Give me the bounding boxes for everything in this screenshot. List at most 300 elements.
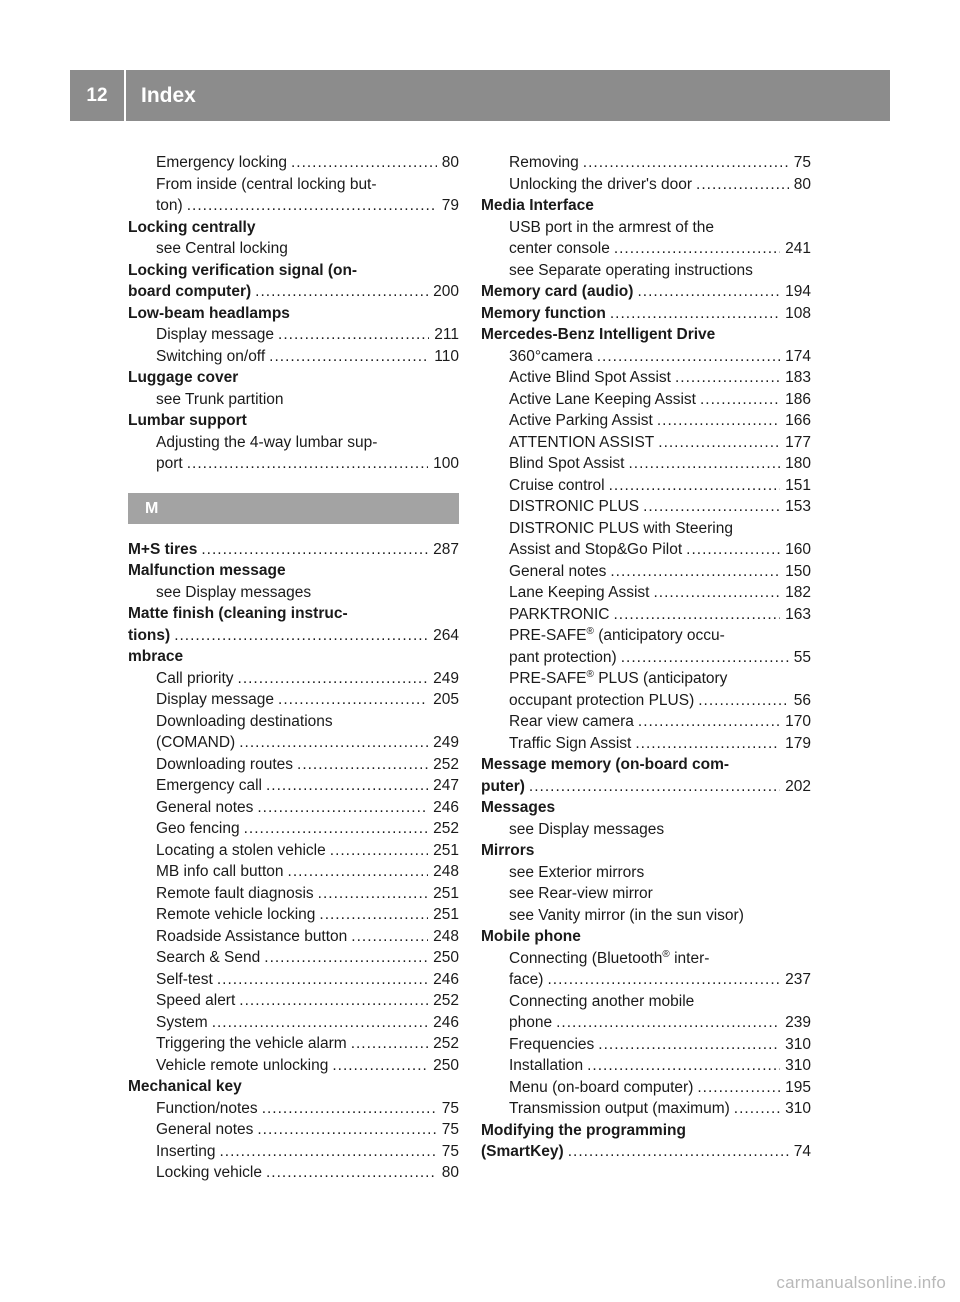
- entry-text: Memory card (audio): [481, 283, 634, 300]
- entry-text: see Rear-view mirror: [509, 885, 653, 902]
- entry-text-part: PLUS (anticipatory: [593, 670, 728, 687]
- page-reference: 251: [433, 841, 459, 859]
- dot-leader: [675, 367, 780, 389]
- entry-text: Switching on/off: [156, 347, 266, 365]
- page-reference: 183: [785, 369, 811, 386]
- entry-text: Display message: [156, 691, 275, 708]
- index-subentry: [128, 926, 459, 948]
- index-subentry: [128, 582, 459, 604]
- entry-text: Locking vehicle: [156, 1164, 262, 1181]
- registered-mark: ®: [662, 948, 670, 960]
- index-subentry: [481, 1055, 811, 1077]
- index-entry: [128, 410, 459, 432]
- entry-text: Mechanical key: [128, 1078, 242, 1095]
- entry-text: Remote fault diagnosis: [156, 884, 314, 902]
- index-subentry: [481, 1012, 811, 1034]
- page-reference: 160: [785, 541, 811, 558]
- entry-text: Memory function: [481, 304, 606, 322]
- index-subentry: [128, 324, 459, 346]
- entry-text: General notes: [156, 798, 254, 816]
- entry-text: Mercedes-Benz Intelligent Drive: [481, 326, 716, 343]
- page-reference: 195: [785, 1078, 811, 1096]
- page-reference: 250: [433, 949, 459, 966]
- dot-leader: [696, 174, 789, 196]
- page-reference: 205: [433, 691, 459, 708]
- entry-text: Frequencies: [509, 1035, 595, 1053]
- index-subentry: [481, 647, 811, 669]
- entry-text: Active Blind Spot Assist: [509, 369, 671, 386]
- dot-leader: [583, 152, 789, 174]
- page-reference: 310: [785, 1035, 811, 1053]
- dot-leader: [547, 969, 780, 991]
- page-reference: 252: [433, 992, 459, 1009]
- page-reference: 252: [433, 1035, 459, 1052]
- index-subentry: [128, 238, 459, 260]
- page-reference: 100: [433, 455, 459, 472]
- entry-text: Geo fencing: [156, 820, 240, 837]
- index-entry: [481, 1141, 811, 1163]
- index-subentry: [481, 432, 811, 454]
- dot-leader: [613, 604, 780, 626]
- index-subentry: [128, 1098, 459, 1120]
- dot-leader: [568, 1141, 789, 1163]
- index-entry: [128, 603, 459, 625]
- index-subentry: [481, 625, 811, 647]
- entry-text: face): [509, 971, 544, 988]
- entry-text: phone: [509, 1014, 553, 1031]
- entry-text: DISTRONIC PLUS: [509, 498, 640, 515]
- index-subentry: [128, 174, 459, 196]
- page-reference: 75: [793, 154, 811, 171]
- dot-leader: [174, 625, 428, 647]
- index-subentry: [128, 775, 459, 797]
- dot-leader: [609, 475, 781, 497]
- page-reference: 237: [785, 971, 811, 988]
- index-subentry: [481, 604, 811, 626]
- page-reference: 246: [433, 798, 459, 816]
- dot-leader: [351, 1033, 428, 1055]
- index-subentry: [128, 754, 459, 776]
- dot-leader: [255, 281, 428, 303]
- entry-text: Active Lane Keeping Assist: [509, 390, 696, 408]
- dot-leader: [686, 539, 780, 561]
- index-subentry: [128, 818, 459, 840]
- page-reference: 74: [793, 1143, 811, 1160]
- page-reference: 241: [785, 240, 811, 257]
- entry-text: General notes: [509, 562, 607, 580]
- index-entry: [128, 367, 459, 389]
- entry-text: Matte finish (cleaning instruc-: [128, 605, 348, 622]
- index-subentry: [481, 496, 811, 518]
- index-entry: [128, 303, 459, 325]
- dot-leader: [266, 775, 428, 797]
- dot-leader: [628, 453, 780, 475]
- dot-leader: [257, 797, 428, 819]
- entry-text: Malfunction message: [128, 562, 286, 579]
- page-reference: 110: [434, 347, 459, 365]
- entry-text: From inside (central locking but-: [156, 175, 377, 193]
- dot-leader: [587, 1055, 780, 1077]
- entry-text: Traffic Sign Assist: [509, 734, 632, 752]
- index-subentry: [481, 389, 811, 411]
- page-reference: 246: [433, 1013, 459, 1031]
- index-subentry: [481, 733, 811, 755]
- index-subentry: [128, 711, 459, 733]
- page-reference: 79: [441, 197, 459, 214]
- entry-text: Cruise control: [509, 476, 605, 494]
- entry-text: Downloading routes: [156, 755, 294, 773]
- index-entry: [481, 1120, 811, 1142]
- dot-leader: [332, 1055, 428, 1077]
- dot-leader: [734, 1098, 780, 1120]
- entry-text: PARKTRONIC: [509, 605, 610, 623]
- page-reference: 75: [441, 1099, 459, 1117]
- page-reference: 179: [785, 734, 811, 752]
- dot-leader: [288, 861, 429, 883]
- entry-text: Display message: [156, 326, 275, 343]
- entry-text: board computer): [128, 283, 252, 300]
- page-reference: 151: [785, 476, 811, 494]
- dot-leader: [269, 346, 429, 368]
- index-subentry: [128, 1162, 459, 1184]
- page-reference: 249: [433, 669, 459, 687]
- entry-text: Mirrors: [481, 842, 535, 859]
- page-title: Index: [141, 83, 196, 107]
- entry-text: see Vanity mirror (in the sun visor): [509, 906, 744, 924]
- index-subentry: [128, 969, 459, 991]
- dot-leader: [653, 582, 780, 604]
- index-subentry: [481, 238, 811, 260]
- index-subentry: [128, 346, 459, 368]
- page-reference: 310: [785, 1057, 811, 1074]
- page-reference: 150: [785, 562, 811, 580]
- page-reference: 75: [441, 1142, 459, 1160]
- entry-text: Vehicle remote unlocking: [156, 1056, 329, 1074]
- index-subentry: [128, 883, 459, 905]
- entry-text: see Display messages: [509, 820, 665, 838]
- entry-text: Modifying the programming: [481, 1121, 686, 1139]
- entry-text: Message memory (on-board com-: [481, 756, 730, 773]
- registered-mark: ®: [586, 668, 594, 680]
- dot-leader: [637, 281, 780, 303]
- entry-text-part: inter-: [669, 949, 710, 967]
- index-subentry: [481, 690, 811, 712]
- entry-text: ATTENTION ASSIST: [509, 433, 655, 451]
- entry-text-part: Connecting (Bluetooth: [509, 949, 663, 967]
- page-reference: 251: [433, 906, 459, 923]
- index-entry: [128, 646, 459, 668]
- entry-text: Lumbar support: [128, 412, 247, 429]
- index-subentry: [481, 346, 811, 368]
- entry-text: see Central locking: [156, 240, 288, 257]
- page-reference: 249: [433, 734, 459, 751]
- page-reference: 153: [785, 498, 811, 515]
- entry-text: (COMAND): [156, 734, 236, 751]
- dot-leader: [291, 152, 437, 174]
- index-subentry: [128, 797, 459, 819]
- index-subentry: [128, 195, 459, 217]
- entry-text: DISTRONIC PLUS with Steering: [509, 519, 733, 537]
- index-entry: [481, 926, 811, 948]
- entry-text: (SmartKey): [481, 1143, 564, 1160]
- entry-text: occupant protection PLUS): [509, 691, 695, 709]
- index-subentry: [481, 217, 811, 239]
- index-column-left: [128, 152, 459, 1184]
- entry-text: Locating a stolen vehicle: [156, 841, 326, 859]
- entry-text: Adjusting the 4-way lumbar sup-: [156, 433, 378, 451]
- page-reference: 202: [785, 777, 811, 795]
- index-subentry: [481, 367, 811, 389]
- entry-text: Roadside Assistance button: [156, 927, 348, 945]
- index-subentry: [481, 561, 811, 583]
- index-entry: [128, 539, 459, 561]
- dot-leader: [244, 818, 429, 840]
- index-entry: [128, 260, 459, 282]
- index-entry: [481, 840, 811, 862]
- dot-leader: [219, 1141, 436, 1163]
- page-reference: 186: [785, 390, 811, 408]
- page-reference: 56: [793, 691, 811, 709]
- page-reference: 287: [433, 540, 459, 558]
- entry-text-part: (anticipatory occu-: [593, 627, 725, 644]
- entry-text: General notes: [156, 1121, 254, 1138]
- page-reference: 80: [441, 154, 459, 171]
- entry-text: Function/notes: [156, 1099, 258, 1117]
- dot-leader: [529, 776, 780, 798]
- page-reference: 194: [785, 283, 811, 300]
- index-entry: [128, 281, 459, 303]
- index-subentry: [128, 1055, 459, 1077]
- index-subentry: [481, 1034, 811, 1056]
- page-reference: 252: [433, 820, 459, 837]
- entry-text: see Separate operating instructions: [509, 261, 753, 279]
- entry-text: Mobile phone: [481, 928, 581, 945]
- dot-leader: [278, 324, 429, 346]
- page-number: 12: [70, 70, 126, 121]
- index-subentry: [481, 819, 811, 841]
- page-reference: 180: [785, 455, 811, 472]
- dot-leader: [597, 346, 780, 368]
- entry-text: Emergency call: [156, 777, 262, 794]
- entry-text: Rear view camera: [509, 713, 634, 730]
- entry-text: center console: [509, 240, 610, 257]
- entry-text: [509, 625, 725, 647]
- index-subentry: [481, 711, 811, 733]
- dot-leader: [658, 432, 780, 454]
- entry-text: Removing: [509, 154, 579, 171]
- page-reference: 80: [793, 175, 811, 193]
- entry-text: Triggering the vehicle alarm: [156, 1035, 347, 1052]
- dot-leader: [239, 732, 428, 754]
- entry-list: [128, 539, 459, 1184]
- dot-leader: [698, 690, 789, 712]
- page-reference: 108: [785, 304, 811, 322]
- index-subentry: [128, 453, 459, 475]
- dot-leader: [319, 904, 428, 926]
- index-subentry: [481, 1077, 811, 1099]
- index-entry: [481, 195, 811, 217]
- entry-text: Inserting: [156, 1142, 216, 1160]
- index-subentry: [481, 969, 811, 991]
- entry-text: System: [156, 1013, 208, 1031]
- dot-leader: [638, 711, 780, 733]
- index-entry: [481, 776, 811, 798]
- entry-text: Search & Send: [156, 949, 261, 966]
- dot-leader: [610, 303, 780, 325]
- entry-text-part: PRE-SAFE: [509, 670, 587, 687]
- dot-leader: [614, 238, 780, 260]
- index-entry: [128, 625, 459, 647]
- dot-leader: [239, 990, 428, 1012]
- registered-mark: ®: [586, 625, 594, 637]
- entry-text: Locking centrally: [128, 218, 256, 236]
- index-subentry: [128, 947, 459, 969]
- watermark: carmanualsonline.info: [776, 1273, 946, 1292]
- dot-leader: [643, 496, 780, 518]
- entry-text: Luggage cover: [128, 369, 239, 386]
- index-entry: [481, 797, 811, 819]
- dot-leader: [264, 947, 428, 969]
- entry-text: see Trunk partition: [156, 390, 284, 408]
- dot-leader: [297, 754, 428, 776]
- index-subentry: [128, 689, 459, 711]
- index-subentry: [128, 732, 459, 754]
- dot-leader: [212, 1012, 428, 1034]
- index-subentry: [481, 152, 811, 174]
- dot-leader: [318, 883, 428, 905]
- page-reference: 247: [433, 777, 459, 794]
- index-subentry: [481, 991, 811, 1013]
- page-reference: 166: [785, 412, 811, 429]
- index-entry: [128, 217, 459, 239]
- index-subentry: [128, 990, 459, 1012]
- entry-text: USB port in the armrest of the: [509, 218, 715, 236]
- index-entry: [128, 560, 459, 582]
- page-reference: 250: [433, 1056, 459, 1074]
- entry-text: tions): [128, 626, 171, 644]
- entry-text: Call priority: [156, 669, 234, 687]
- entry-text: Media Interface: [481, 197, 594, 214]
- dot-leader: [262, 1098, 437, 1120]
- index-subentry: [128, 668, 459, 690]
- dot-leader: [201, 539, 428, 561]
- entry-text: ton): [156, 197, 183, 214]
- entry-text: Messages: [481, 799, 556, 816]
- entry-text: Self-test: [156, 970, 213, 988]
- index-subentry: [128, 1033, 459, 1055]
- entry-text: Lane Keeping Assist: [509, 584, 650, 601]
- dot-leader: [330, 840, 428, 862]
- entry-text: Active Parking Assist: [509, 412, 653, 429]
- dot-leader: [217, 969, 428, 991]
- dot-leader: [657, 410, 780, 432]
- entry-text: MB info call button: [156, 863, 284, 880]
- page-reference: 55: [793, 648, 811, 666]
- dot-leader: [697, 1077, 780, 1099]
- index-subentry: [481, 948, 811, 970]
- page-reference: 310: [785, 1100, 811, 1117]
- dot-leader: [700, 389, 780, 411]
- dot-leader: [610, 561, 780, 583]
- dot-leader: [266, 1162, 437, 1184]
- index-subentry: [128, 389, 459, 411]
- entry-text: pant protection): [509, 648, 617, 666]
- page-reference: 211: [434, 326, 459, 343]
- dot-leader: [621, 647, 789, 669]
- entry-text: Locking verification signal (on-: [128, 261, 358, 279]
- index-subentry: [128, 1119, 459, 1141]
- index-subentry: [481, 582, 811, 604]
- page-reference: 80: [441, 1164, 459, 1181]
- page-reference: 252: [433, 755, 459, 773]
- entry-text: Installation: [509, 1057, 584, 1074]
- entry-text: M+S tires: [128, 540, 198, 558]
- page-reference: 248: [433, 863, 459, 880]
- entry-text: mbrace: [128, 648, 184, 665]
- index-entry: [481, 754, 811, 776]
- page-reference: 251: [433, 884, 459, 902]
- entry-text: Menu (on-board computer): [509, 1078, 694, 1096]
- page-reference: 163: [785, 605, 811, 623]
- index-subentry: [128, 904, 459, 926]
- entry-text: Low-beam headlamps: [128, 304, 290, 322]
- dot-leader: [278, 689, 428, 711]
- page-reference: 177: [785, 433, 811, 451]
- entry-text: [509, 668, 727, 690]
- entry-text: Connecting another mobile: [509, 992, 695, 1010]
- entry-text-part: PRE-SAFE: [509, 627, 587, 644]
- entry-text: Downloading destinations: [156, 712, 333, 730]
- index-column-right: [481, 152, 811, 1163]
- entry-text: Emergency locking: [156, 154, 287, 171]
- index-subentry: [128, 152, 459, 174]
- entry-text: Blind Spot Assist: [509, 455, 625, 472]
- dot-leader: [187, 453, 428, 475]
- entry-text: puter): [481, 777, 525, 795]
- page-reference: 264: [433, 626, 459, 644]
- index-entry: [481, 324, 811, 346]
- page-reference: 75: [441, 1121, 459, 1138]
- entry-text: Assist and Stop&Go Pilot: [509, 541, 683, 558]
- entry-text: Remote vehicle locking: [156, 906, 316, 923]
- index-subentry: [481, 539, 811, 561]
- index-subentry: [481, 453, 811, 475]
- index-subentry: [481, 475, 811, 497]
- index-subentry: [481, 260, 811, 282]
- index-subentry: [481, 862, 811, 884]
- index-entry: [481, 303, 811, 325]
- dot-leader: [257, 1119, 436, 1141]
- page-reference: 182: [785, 584, 811, 601]
- index-subentry: [481, 883, 811, 905]
- page-reference: 174: [785, 347, 811, 365]
- section-heading-m: M: [128, 493, 459, 524]
- index-subentry: [128, 840, 459, 862]
- dot-leader: [598, 1034, 780, 1056]
- entry-text: see Display messages: [156, 583, 312, 601]
- entry-text: [509, 948, 709, 970]
- dot-leader: [238, 668, 429, 690]
- index-subentry: [481, 518, 811, 540]
- index-entry: [128, 1076, 459, 1098]
- dot-leader: [351, 926, 428, 948]
- page-reference: 200: [433, 283, 459, 300]
- index-subentry: [128, 432, 459, 454]
- entry-list: [128, 152, 459, 475]
- index-subentry: [481, 410, 811, 432]
- page-reference: 248: [433, 927, 459, 945]
- dot-leader: [187, 195, 437, 217]
